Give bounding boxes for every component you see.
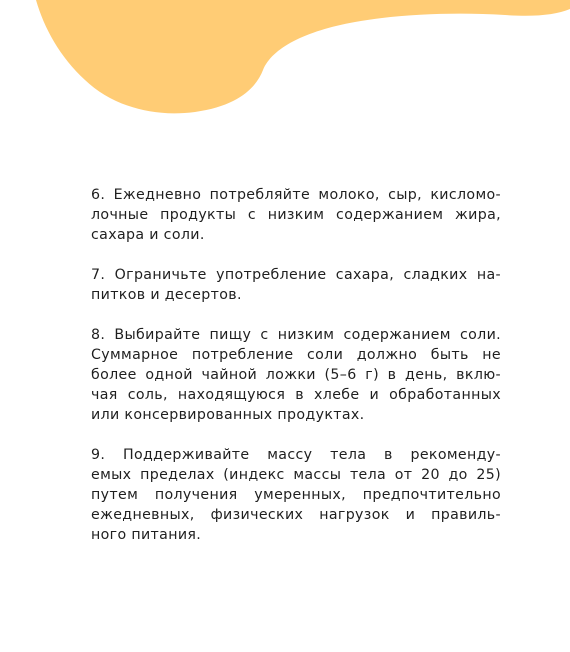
recommendation-6 (91, 185, 501, 245)
text-line: 7. Ограничьте употребление сахара, сладких на- (91, 267, 501, 283)
recommendation-7 (91, 265, 501, 305)
text-line: путем получения умеренных, предпочтительно (91, 487, 501, 503)
blob-shape (0, 0, 570, 120)
recommendation-8 (91, 325, 501, 425)
text-line: 9. Поддерживайте массу тела в рекоменду- (91, 447, 501, 463)
recommendations-list (91, 185, 501, 565)
recommendation-9 (91, 445, 501, 545)
text-line: 8. Выбирайте пищу с низким содержанием соли. (91, 327, 501, 343)
text-line: сахара и соли. (91, 227, 205, 243)
text-line: питков и десертов. (91, 287, 242, 303)
text-line: ежедневных, физических нагрузок и правиль- (91, 507, 501, 523)
text-line: лочные продукты с низким содержанием жира, (91, 207, 501, 223)
text-line: Суммарное потребление соли должно быть не (91, 347, 501, 363)
text-line: чая соль, находящуюся в хлебе и обработанных (91, 387, 501, 403)
text-line: или консервированных продуктах. (91, 407, 365, 423)
decorative-blob (0, 0, 570, 120)
text-line: 6. Ежедневно потребляйте молоко, сыр, кисломо- (91, 187, 501, 203)
text-line: емых пределах (индекс массы тела от 20 до 25) (91, 467, 501, 483)
text-line: ного питания. (91, 527, 202, 543)
text-line: более одной чайной ложки (5–6 г) в день, вклю- (91, 367, 501, 383)
